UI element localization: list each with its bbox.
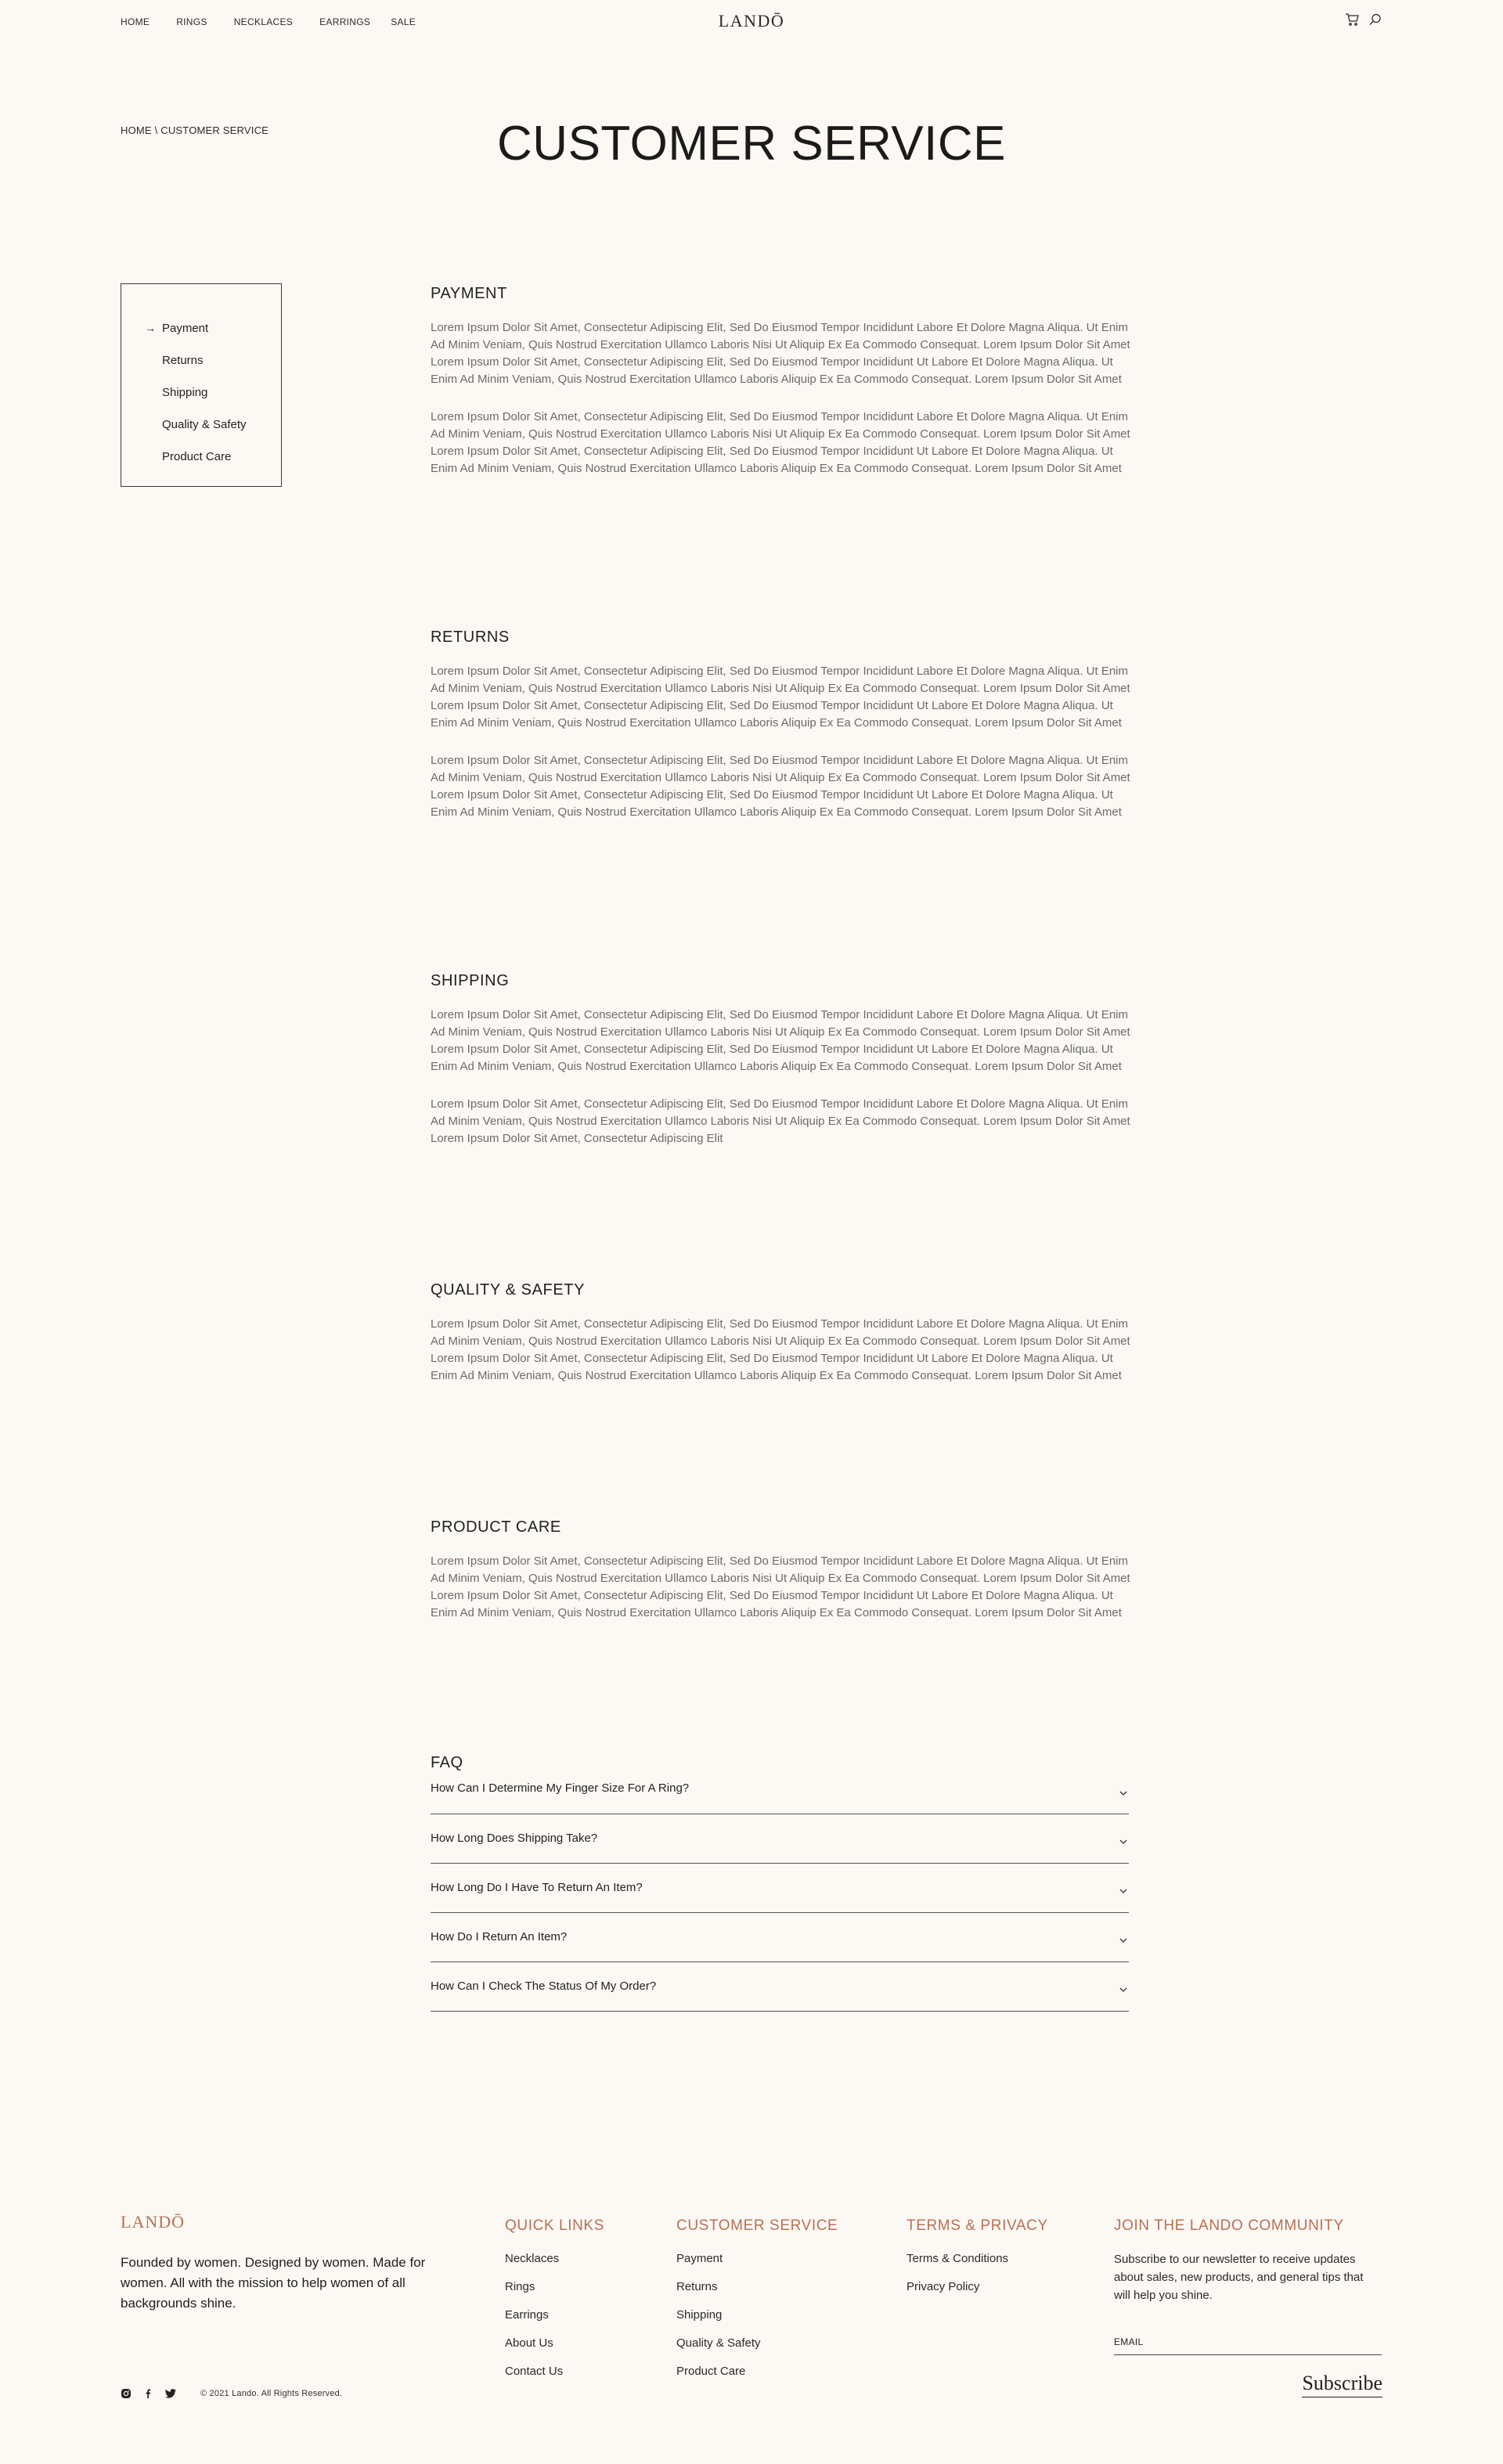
section-title: RETURNS: [431, 629, 510, 646]
sidebar-item-label: Product Care: [162, 450, 232, 463]
facebook-icon[interactable]: [142, 2388, 153, 2399]
chevron-down-icon[interactable]: [1118, 1984, 1129, 1995]
search-icon[interactable]: [1368, 13, 1382, 27]
footer-column-title: QUICK LINKS: [505, 2217, 604, 2234]
footer-link-necklaces[interactable]: Necklaces: [505, 2252, 560, 2265]
sidebar-item-product-care[interactable]: [121, 441, 281, 473]
section-title: PAYMENT: [431, 285, 507, 302]
nav-sale[interactable]: SALE: [391, 16, 416, 27]
faq-question: How Long Do I Have To Return An Item?: [431, 1881, 643, 1894]
chevron-down-icon[interactable]: [1118, 1836, 1129, 1847]
footer-link-returns[interactable]: Returns: [676, 2280, 718, 2293]
section-paragraph: Lorem Ipsum Dolor Sit Amet, Consectetur Adipiscing Elit, Sed Do Eiusmod Tempor Incididunt Labore Et Dolore Magna Aliqua. Ut Enim Ad Minim Veniam, Quis Nostrud Exercitation Ullamco Laboris Nisi Ut Aliquip Ex Ea Commodo Consequat. Lorem Ipsum Dolor Sit Amet Lorem Ipsum Dolor Sit Amet, Consectetur Adipiscing Elit, Sed Do Eiusmod Tempor Incididunt Ut Labore Et Dolore Magna Aliqua. Ut Enim Ad Minim Veniam, Quis Nostrud Exercitation Ullamco Laboris Aliquip Ex Ea Commodo Consequat. Lorem Ipsum Dolor Sit Amet: [431, 410, 1130, 475]
sidebar-item-returns[interactable]: [121, 344, 281, 376]
footer-community: [1114, 2217, 1364, 2304]
newsletter-text: Subscribe to our newsletter to receive updates about sales, new products, and general tips that will help you shine.: [1114, 2253, 1364, 2302]
footer-column-title: JOIN THE LANDO COMMUNITY: [1114, 2217, 1344, 2234]
email-field-underline: [1114, 2354, 1382, 2355]
email-field[interactable]: EMAIL: [1114, 2336, 1144, 2347]
faq-question: How Long Does Shipping Take?: [431, 1832, 598, 1845]
footer-link-rings[interactable]: Rings: [505, 2280, 535, 2293]
faq-item[interactable]: [431, 1962, 1129, 2012]
footer-link-about-us[interactable]: About Us: [505, 2336, 553, 2350]
faq-item[interactable]: [431, 1913, 1129, 1962]
section-paragraph: Lorem Ipsum Dolor Sit Amet, Consectetur Adipiscing Elit, Sed Do Eiusmod Tempor Incididunt Labore Et Dolore Magna Aliqua. Ut Enim Ad Minim Veniam, Quis Nostrud Exercitation Ullamco Laboris Nisi Ut Aliquip Ex Ea Commodo Consequat. Lorem Ipsum Dolor Sit Amet Lorem Ipsum Dolor Sit Amet, Consectetur Adipiscing Elit, Sed Do Eiusmod Tempor Incididunt Ut Labore Et Dolore Magna Aliqua. Ut Enim Ad Minim Veniam, Quis Nostrud Exercitation Ullamco Laboris Aliquip Ex Ea Commodo Consequat. Lorem Ipsum Dolor Sit Amet: [431, 665, 1130, 729]
nav-earrings[interactable]: EARRINGS: [319, 16, 371, 27]
faq-title: FAQ: [431, 1754, 463, 1771]
footer-link-product-care[interactable]: Product Care: [676, 2365, 746, 2378]
sidebar-item-quality-safety[interactable]: [121, 409, 281, 441]
section-paragraph: Lorem Ipsum Dolor Sit Amet, Consectetur Adipiscing Elit, Sed Do Eiusmod Tempor Incididunt Labore Et Dolore Magna Aliqua. Ut Enim Ad Minim Veniam, Quis Nostrud Exercitation Ullamco Laboris Nisi Ut Aliquip Ex Ea Commodo Consequat. Lorem Ipsum Dolor Sit Amet Lorem Ipsum Dolor Sit Amet, Consectetur Adipiscing Elit, Sed Do Eiusmod Tempor Incididunt Ut Labore Et Dolore Magna Aliqua. Ut Enim Ad Minim Veniam, Quis Nostrud Exercitation Ullamco Laboris Aliquip Ex Ea Commodo Consequat. Lorem Ipsum Dolor Sit Amet: [431, 321, 1130, 386]
footer-customer-service: [676, 2217, 838, 2391]
section-shipping: [431, 972, 1143, 1147]
section-returns: [431, 629, 1143, 821]
site-logo[interactable]: LANDŌ: [718, 11, 785, 31]
instagram-icon[interactable]: [121, 2388, 132, 2399]
footer-tagline: Founded by women. Designed by women. Made for women. All with the mission to help women of all backgrounds shine.: [121, 2255, 426, 2311]
faq-item[interactable]: [431, 1781, 1129, 1814]
chevron-down-icon[interactable]: [1118, 1935, 1129, 1946]
section-product-care: [431, 1518, 1143, 1622]
faq-question: How Can I Check The Status Of My Order?: [431, 1979, 657, 1993]
footer-link-earrings[interactable]: Earrings: [505, 2308, 549, 2322]
footer-link-shipping[interactable]: Shipping: [676, 2308, 723, 2322]
cart-icon[interactable]: [1345, 13, 1359, 27]
arrow-right-icon: →: [145, 322, 156, 334]
page-title: CUSTOMER SERVICE: [497, 117, 1006, 171]
section-paragraph: Lorem Ipsum Dolor Sit Amet, Consectetur Adipiscing Elit, Sed Do Eiusmod Tempor Incididunt Labore Et Dolore Magna Aliqua. Ut Enim Ad Minim Veniam, Quis Nostrud Exercitation Ullamco Laboris Nisi Ut Aliquip Ex Ea Commodo Consequat. Lorem Ipsum Dolor Sit Amet Lorem Ipsum Dolor Sit Amet, Consectetur Adipiscing Elit, Sed Do Eiusmod Tempor Incididunt Ut Labore Et Dolore Magna Aliqua. Ut Enim Ad Minim Veniam, Quis Nostrud Exercitation Ullamco Laboris Aliquip Ex Ea Commodo Consequat. Lorem Ipsum Dolor Sit Amet: [431, 1554, 1130, 1619]
nav-home[interactable]: HOME: [121, 16, 150, 27]
footer-terms-privacy: [906, 2217, 1048, 2307]
sidebar-item-label: Payment: [162, 322, 209, 335]
breadcrumb[interactable]: HOME \ CUSTOMER SERVICE: [121, 124, 269, 136]
faq-item[interactable]: [431, 1814, 1129, 1864]
sidebar-item-label: Returns: [162, 354, 204, 367]
subscribe-button[interactable]: Subscribe: [1302, 2372, 1382, 2397]
faq-question: How Do I Return An Item?: [431, 1930, 568, 1943]
footer-column-title: CUSTOMER SERVICE: [676, 2217, 838, 2234]
sidebar-item-shipping[interactable]: [121, 376, 281, 409]
sidebar-item-payment[interactable]: [121, 312, 281, 344]
chevron-down-icon[interactable]: [1118, 1788, 1129, 1799]
copyright: © 2021 Lando. All Rights Reserved.: [200, 2389, 343, 2398]
section-paragraph: Lorem Ipsum Dolor Sit Amet, Consectetur Adipiscing Elit, Sed Do Eiusmod Tempor Incididunt Labore Et Dolore Magna Aliqua. Ut Enim Ad Minim Veniam, Quis Nostrud Exercitation Ullamco Laboris Nisi Ut Aliquip Ex Ea Commodo Consequat. Lorem Ipsum Dolor Sit Amet Lorem Ipsum Dolor Sit Amet, Consectetur Adipiscing Elit, Sed Do Eiusmod Tempor Incididunt Ut Labore Et Dolore Magna Aliqua. Ut Enim Ad Minim Veniam, Quis Nostrud Exercitation Ullamco Laboris Aliquip Ex Ea Commodo Consequat. Lorem Ipsum Dolor Sit Amet: [431, 754, 1130, 819]
section-quality-safety: [431, 1281, 1143, 1385]
header-icons: [1345, 13, 1382, 27]
footer-column-title: TERMS & PRIVACY: [906, 2217, 1048, 2234]
faq-item[interactable]: [431, 1864, 1129, 1913]
section-paragraph: Lorem Ipsum Dolor Sit Amet, Consectetur Adipiscing Elit, Sed Do Eiusmod Tempor Incididunt Labore Et Dolore Magna Aliqua. Ut Enim Ad Minim Veniam, Quis Nostrud Exercitation Ullamco Laboris Nisi Ut Aliquip Ex Ea Commodo Consequat. Lorem Ipsum Dolor Sit Amet Lorem Ipsum Dolor Sit Amet, Consectetur Adipiscing Elit, Sed Do Eiusmod Tempor Incididunt Ut Labore Et Dolore Magna Aliqua. Ut Enim Ad Minim Veniam, Quis Nostrud Exercitation Ullamco Laboris Aliquip Ex Ea Commodo Consequat. Lorem Ipsum Dolor Sit Amet: [431, 1317, 1130, 1382]
sidebar-nav: [121, 283, 282, 487]
faq-question: How Can I Determine My Finger Size For A Ring?: [431, 1781, 690, 1795]
sidebar-item-label: Shipping: [162, 386, 208, 399]
footer-quick-links: [505, 2217, 604, 2391]
nav-necklaces[interactable]: NECKLACES: [233, 16, 294, 27]
social-links: [121, 2388, 175, 2399]
footer-link-contact-us[interactable]: Contact Us: [505, 2365, 564, 2378]
chevron-down-icon[interactable]: [1118, 1886, 1129, 1897]
section-title: SHIPPING: [431, 972, 510, 989]
section-paragraph: Lorem Ipsum Dolor Sit Amet, Consectetur Adipiscing Elit, Sed Do Eiusmod Tempor Incididunt Labore Et Dolore Magna Aliqua. Ut Enim Ad Minim Veniam, Quis Nostrud Exercitation Ullamco Laboris Nisi Ut Aliquip Ex Ea Commodo Consequat. Lorem Ipsum Dolor Sit Amet Lorem Ipsum Dolor Sit Amet, Consectetur Adipiscing Elit: [431, 1097, 1130, 1145]
section-title: PRODUCT CARE: [431, 1518, 561, 1536]
section-paragraph: Lorem Ipsum Dolor Sit Amet, Consectetur Adipiscing Elit, Sed Do Eiusmod Tempor Incididunt Labore Et Dolore Magna Aliqua. Ut Enim Ad Minim Veniam, Quis Nostrud Exercitation Ullamco Laboris Nisi Ut Aliquip Ex Ea Commodo Consequat. Lorem Ipsum Dolor Sit Amet Lorem Ipsum Dolor Sit Amet, Consectetur Adipiscing Elit, Sed Do Eiusmod Tempor Incididunt Ut Labore Et Dolore Magna Aliqua. Ut Enim Ad Minim Veniam, Quis Nostrud Exercitation Ullamco Laboris Aliquip Ex Ea Commodo Consequat. Lorem Ipsum Dolor Sit Amet: [431, 1008, 1130, 1073]
footer-link-quality-safety[interactable]: Quality & Safety: [676, 2336, 761, 2350]
footer-link-terms[interactable]: Terms & Conditions: [906, 2252, 1009, 2265]
faq-section: [431, 1754, 1129, 2012]
nav-rings[interactable]: RINGS: [176, 16, 207, 27]
site-header: [0, 0, 1503, 44]
footer-link-payment[interactable]: Payment: [676, 2252, 723, 2265]
twitter-icon[interactable]: [164, 2388, 175, 2399]
footer-logo[interactable]: LANDŌ: [121, 2212, 185, 2232]
section-payment: [431, 285, 1143, 477]
footer-link-privacy[interactable]: Privacy Policy: [906, 2280, 980, 2293]
section-title: QUALITY & SAFETY: [431, 1281, 586, 1299]
sidebar-item-label: Quality & Safety: [162, 418, 247, 431]
